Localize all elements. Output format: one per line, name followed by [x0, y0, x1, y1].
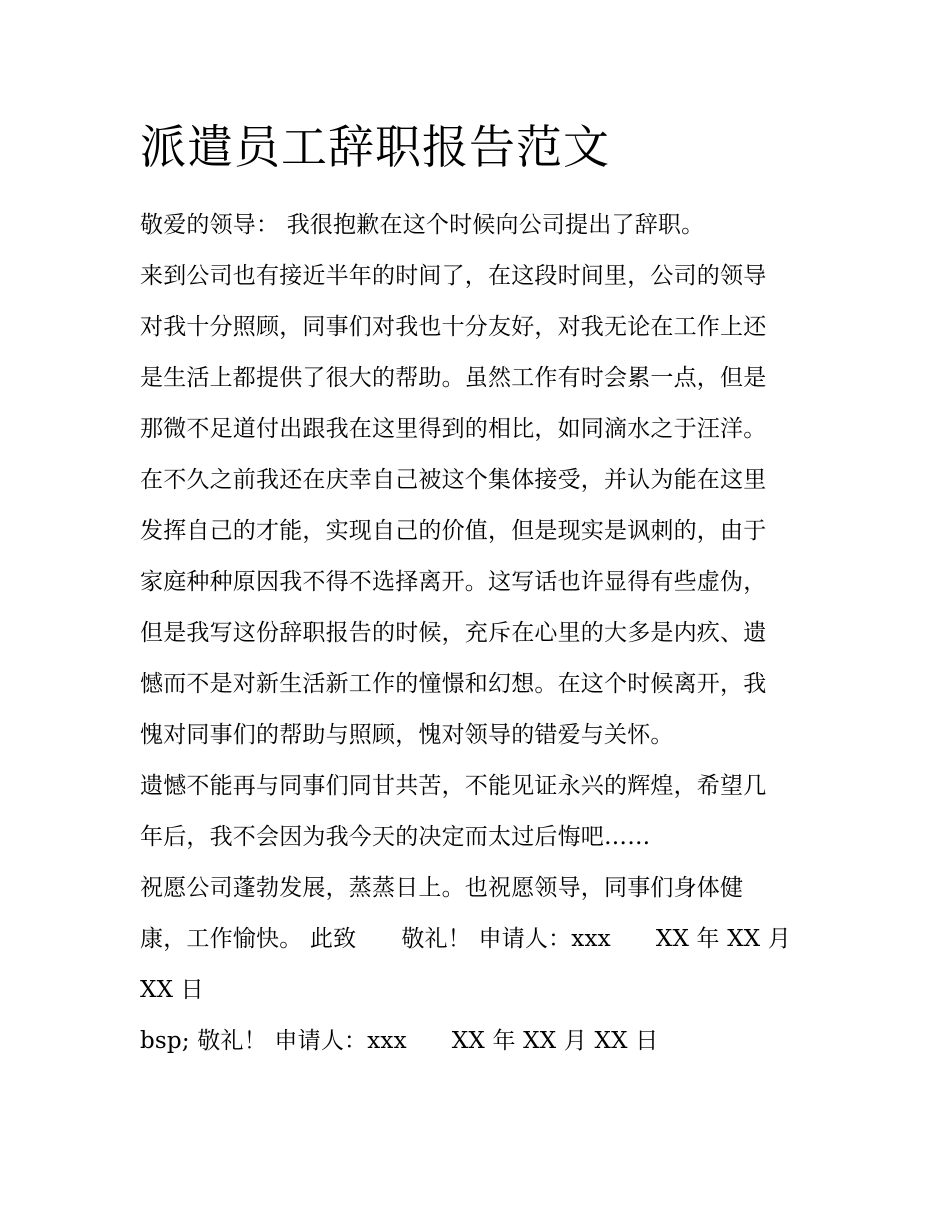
- document-page: [140, 112, 820, 1067]
- body-paragraph-3: [140, 761, 820, 863]
- document-title: 派遣员工辞职报告范文: [140, 120, 610, 174]
- text-line: XX 日: [140, 977, 204, 1003]
- text-line: 敬爱的领导： 我很抱歉在这个时候向公司提出了辞职。: [140, 212, 705, 238]
- text-line: 来到公司也有接近半年的时间了，在这段时间里，公司的领导: [140, 263, 767, 289]
- text-line: 遗憾不能再与同事们同甘共苦，不能见证永兴的辉煌，希望几: [140, 773, 767, 799]
- closing-paragraph: [140, 863, 820, 1016]
- text-line: 祝愿公司蓬勃发展，蒸蒸日上。也祝愿领导，同事们身体健: [140, 875, 744, 901]
- body-paragraph-2: [140, 455, 820, 761]
- text-line: 但是我写这份辞职报告的时候，充斥在心里的大多是内疚、遗: [140, 620, 767, 646]
- text-line: 家庭种种原因我不得不选择离开。这写话也许显得有些虚伪，: [140, 569, 767, 595]
- text-line: 憾而不是对新生活新工作的憧憬和幻想。在这个时候离开，我: [140, 671, 767, 697]
- text-line: 发挥自己的才能，实现自己的价值，但是现实是讽刺的，由于: [140, 518, 767, 544]
- text-line: 那微不足道付出跟我在这里得到的相比，如同滴水之于汪洋。: [140, 416, 767, 442]
- greeting-paragraph: [140, 200, 820, 251]
- signature-paragraph: [140, 1016, 820, 1067]
- text-line: 在不久之前我还在庆幸自己被这个集体接受，并认为能在这里: [140, 467, 767, 493]
- text-line: 对我十分照顾，同事们对我也十分友好，对我无论在工作上还: [140, 314, 767, 340]
- body-paragraph-1: [140, 251, 820, 455]
- text-line: 愧对同事们的帮助与照顾，愧对领导的错爱与关怀。: [140, 722, 674, 748]
- text-line: 年后，我不会因为我今天的决定而太过后悔吧……: [140, 824, 651, 850]
- text-line: 康，工作愉快。 此致 敬礼！ 申请人：xxx XX 年 XX 月: [140, 926, 792, 952]
- text-line: bsp; 敬礼！ 申请人：xxx XX 年 XX 月 XX 日: [140, 1028, 659, 1054]
- text-line: 是生活上都提供了很大的帮助。虽然工作有时会累一点，但是: [140, 365, 767, 391]
